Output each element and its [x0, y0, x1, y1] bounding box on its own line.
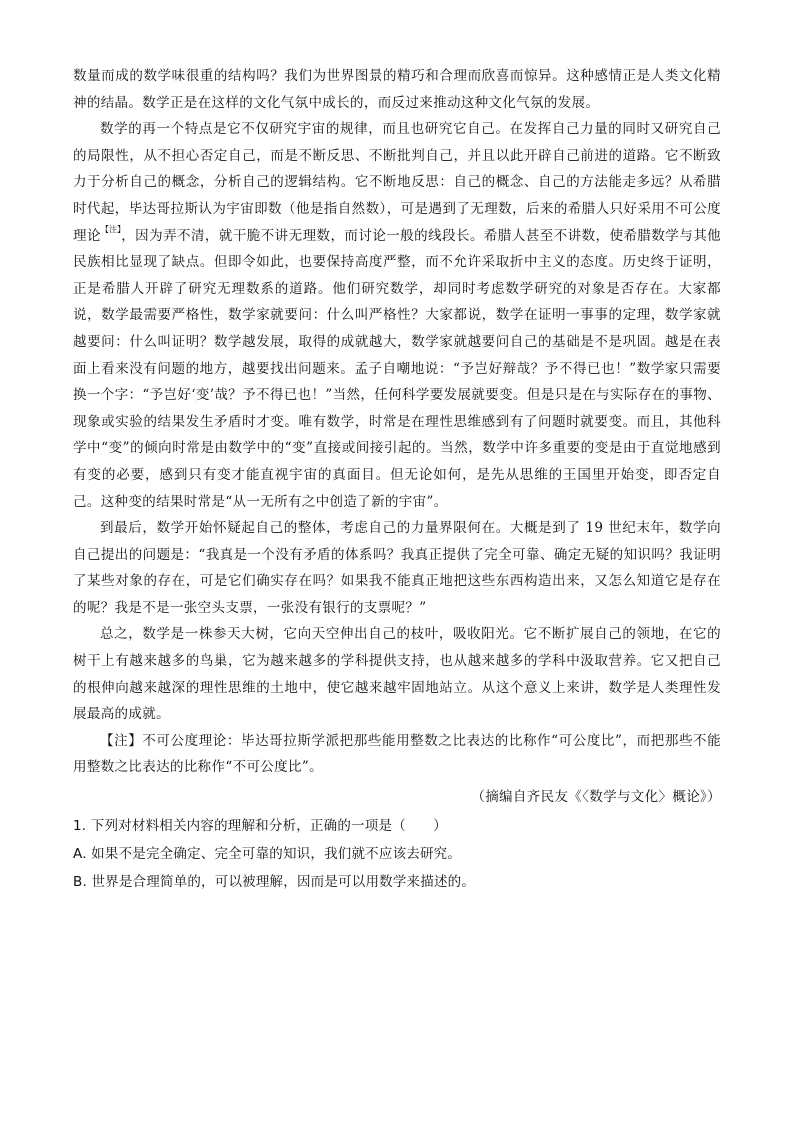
paragraph-4: 总之，数学是一株参天大树，它向天空伸出自己的枝叶，吸收阳光。它不断扩展自己的领地，在它的树干上有越来越多的鸟巢，它为越来越多的学科提供支持，也从越来越多的学科中汲取营养。它又把自己的根伸向越来越深的理性思维的土地中，使它越来越牢固地站立。从这个意义上来讲，数学是人类理性发展最高的成就。 [73, 626, 721, 723]
paragraph-2-part-1: 数学的再一个特点是它不仅研究宇宙的规律，而且也研究它自己。在发挥自己力量的同时又研究自己的局限性，从不担心否定自己，而是不断反思、不断批判自己，并且以此开辟自己前进的道路。它不断致力于分析自己的概念，分析自己的逻辑结构。它不断地反思：自己的概念、自己的方法能走多远？从希腊时代起，毕达哥拉斯认为宇宙即数（他是指自然数），可是遇到了无理数，后来的希腊人只好采用不可公度理论 [73, 121, 721, 244]
paragraph-3: 到最后，数学开始怀疑起自己的整体，考虑自己的力量界限何在。大概是到了 19 世纪末年，数学向自己提出的问题是：“我真是一个没有矛盾的体系吗？我真正提供了完全可靠、确定无疑的知识吗？我证明了某些对象的存在，可是它们确实存在吗？如果我不能真正地把这些东西构造出来，又怎么知道它是存在的呢？我是不是一张空头支票，一张没有银行的支票呢？” [73, 520, 721, 616]
footnote: 【注】不可公度理论：毕达哥拉斯学派把那些能用整数之比表达的比称作“可公度比”，而把那些不能用整数之比表达的比称作“不可公度比”。 [73, 732, 721, 776]
paragraph-1: 数量而成的数学味很重的结构吗？我们为世界图景的精巧和合理而欣喜而惊异。这种感情正是人类文化精神的结晶。数学正是在这样的文化气氛中成长的，而反过来推动这种文化气氛的发展。 [73, 68, 721, 111]
source-citation: （摘编自齐民友《〈数学与文化〉概论》） [471, 789, 721, 806]
question-stem: 1. 下列对材料相关内容的理解和分析，正确的一项是（ ） [73, 818, 447, 835]
option-b: B. 世界是合理简单的，可以被理解，因而是可以用数学来描述的。 [73, 874, 476, 891]
option-a: A. 如果不是完全确定、完全可靠的知识，我们就不应该去研究。 [73, 846, 462, 863]
paragraph-2 [73, 116, 721, 515]
footnote-marker: 【注】 [100, 224, 122, 234]
paragraph-2-part-2: ，因为弄不清，就干脆不讲无理数，而讨论一般的线段长。希腊人甚至不讲数，使希腊数学与其他民族相比显现了缺点。但即令如此，也要保持高度严整，而不允许采取折中主义的态度。历史终于证明，正是希腊人开辟了研究无理数系的道路。他们研究数学，却同时考虑数学研究的对象是否存在。大家都说，数学最需要严格性，数学家就要问：什么叫严格性？大家都说，数学在证明一事事的定理，数学家就越要问：什么叫证明？数学越发展，取得的成就越大，数学家就越要问自己的基础是不是巩固。越是在表面上看来没有问题的地方，越要找出问题来。孟子自嘲地说：“予岂好辩哉？予不得已也！”数学家只需要换一个字：“予岂好‘变’哉？予不得已也！”当然，任何科学要发展就要变。但是只是在与实际存在的事物、现象或实验的结果发生矛盾时才变。唯有数学，时常是在理性思维感到有了问题时就要变。而且，其他科学中“变”的倾向时常是由数学中的“变”直接或间接引起的。当然，数学中许多重要的变是由于直觉地感到有变的必要，感到只有变才能直视宇宙的真面目。但无论如何，是先从思维的王国里开始变，即否定自己。这种变的结果时常是“从一无所有之中创造了新的宇宙”。 [73, 227, 721, 510]
